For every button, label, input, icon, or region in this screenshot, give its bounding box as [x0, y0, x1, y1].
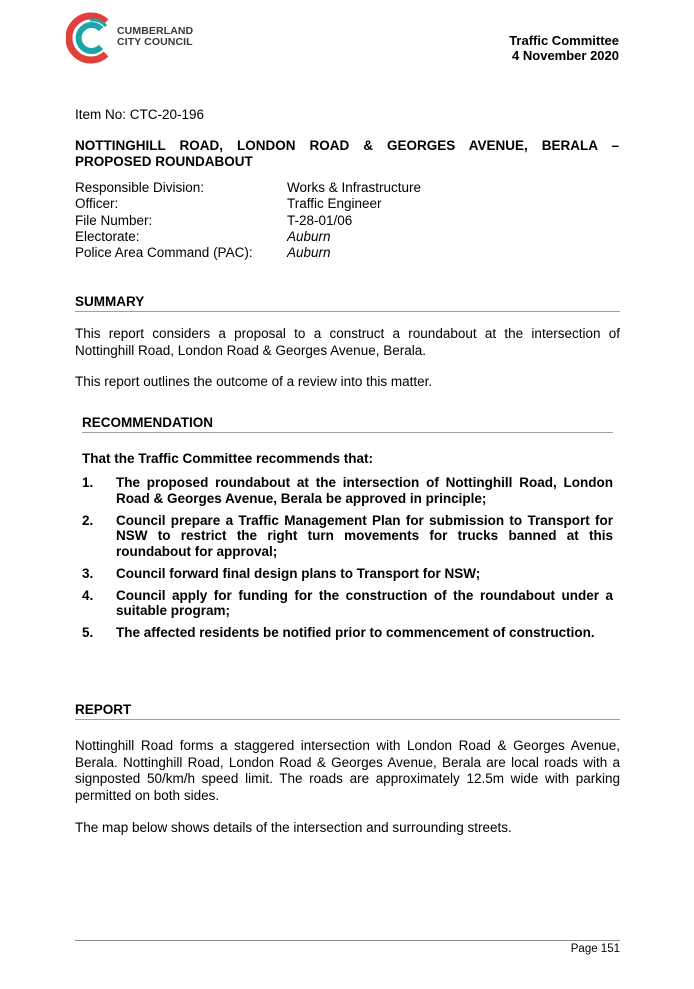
report-paragraph-1: Nottinghill Road forms a staggered intersection with London Road & Georges Avenue, Berala. Nottinghill Road, London Road & Georges Avenue, Berala are local roads with a signposted 50/km/h speed limit. The roads are approximately 12.5m wide with parking permitted on both sides. — [75, 738, 620, 803]
meta-key: Responsible Division: — [75, 180, 205, 195]
recommendation-number: 1. — [82, 475, 94, 490]
recommendation-heading: RECOMMENDATION — [82, 415, 613, 433]
meta-row — [75, 229, 421, 245]
meta-row — [75, 196, 421, 212]
recommendation-item — [82, 566, 613, 582]
council-name-line1: CUMBERLAND — [117, 25, 194, 37]
meta-key: File Number: — [75, 212, 153, 228]
council-logo-wordmark — [117, 26, 193, 48]
recommendation-text: The affected residents be notified prior to commencement of construction. — [116, 625, 595, 640]
recommendation-intro: That the Traffic Committee recommends that: — [82, 451, 374, 466]
recommendation-text: Council prepare a Traffic Management Plan for submission to Transport for NSW to restrict the right turn movements for trucks banned at this roundabout for approval; — [116, 512, 613, 559]
meta-key: Police Area Command (PAC): — [75, 245, 253, 261]
report-title — [75, 138, 619, 170]
council-logo-icon — [66, 12, 114, 64]
meta-value: Traffic Engineer — [287, 196, 382, 212]
meta-value: Auburn — [287, 245, 331, 261]
summary-paragraph-1: This report considers a proposal to a construct a roundabout at the intersection of Nottinghill Road, London Road & Georges Avenue, Berala. — [75, 326, 620, 358]
meta-key: Officer: — [75, 196, 119, 212]
report-metadata — [75, 180, 421, 261]
recommendation-text: Council forward final design plans to Transport for NSW; — [116, 565, 481, 581]
recommendation-item — [82, 513, 613, 560]
item-number: Item No: CTC-20-196 — [75, 107, 205, 122]
recommendation-number: 2. — [82, 512, 94, 528]
meta-key: Electorate: — [75, 228, 140, 244]
meta-row — [75, 213, 421, 229]
recommendation-item — [82, 625, 613, 641]
report-heading: REPORT — [75, 702, 620, 720]
meta-row — [75, 180, 421, 196]
page-number: Page 151 — [570, 943, 620, 955]
council-logo — [66, 12, 196, 68]
report-title-line2: PROPOSED ROUNDABOUT — [75, 154, 253, 169]
recommendation-number: 3. — [82, 565, 94, 581]
recommendation-number: 4. — [82, 587, 94, 603]
recommendation-item — [82, 475, 613, 506]
report-title-line1: NOTTINGHILL ROAD, LONDON ROAD & GEORGES AVENUE, BERALA – — [75, 138, 619, 153]
recommendation-list — [82, 475, 613, 647]
meta-value: T-28-01/06 — [287, 212, 353, 228]
document-header — [509, 33, 619, 63]
footer-divider — [75, 940, 620, 941]
summary-heading: SUMMARY — [75, 294, 620, 312]
recommendation-item — [82, 588, 613, 619]
recommendation-number: 5. — [82, 625, 94, 640]
recommendation-text: Council apply for funding for the construction of the roundabout under a suitable program; — [116, 587, 613, 618]
report-paragraph-2: The map below shows details of the intersection and surrounding streets. — [75, 820, 512, 835]
recommendation-text: The proposed roundabout at the intersection of Nottinghill Road, London Road & Georges Avenue, Berala be approved in principle; — [116, 475, 613, 506]
meta-value: Auburn — [287, 228, 331, 244]
meta-row — [75, 245, 421, 261]
committee-name: Traffic Committee — [509, 33, 619, 48]
meeting-date: 4 November 2020 — [512, 48, 619, 63]
meta-value: Works & Infrastructure — [287, 180, 422, 195]
council-name-line2: CITY COUNCIL — [117, 36, 193, 48]
summary-paragraph-2: This report outlines the outcome of a review into this matter. — [75, 374, 433, 389]
